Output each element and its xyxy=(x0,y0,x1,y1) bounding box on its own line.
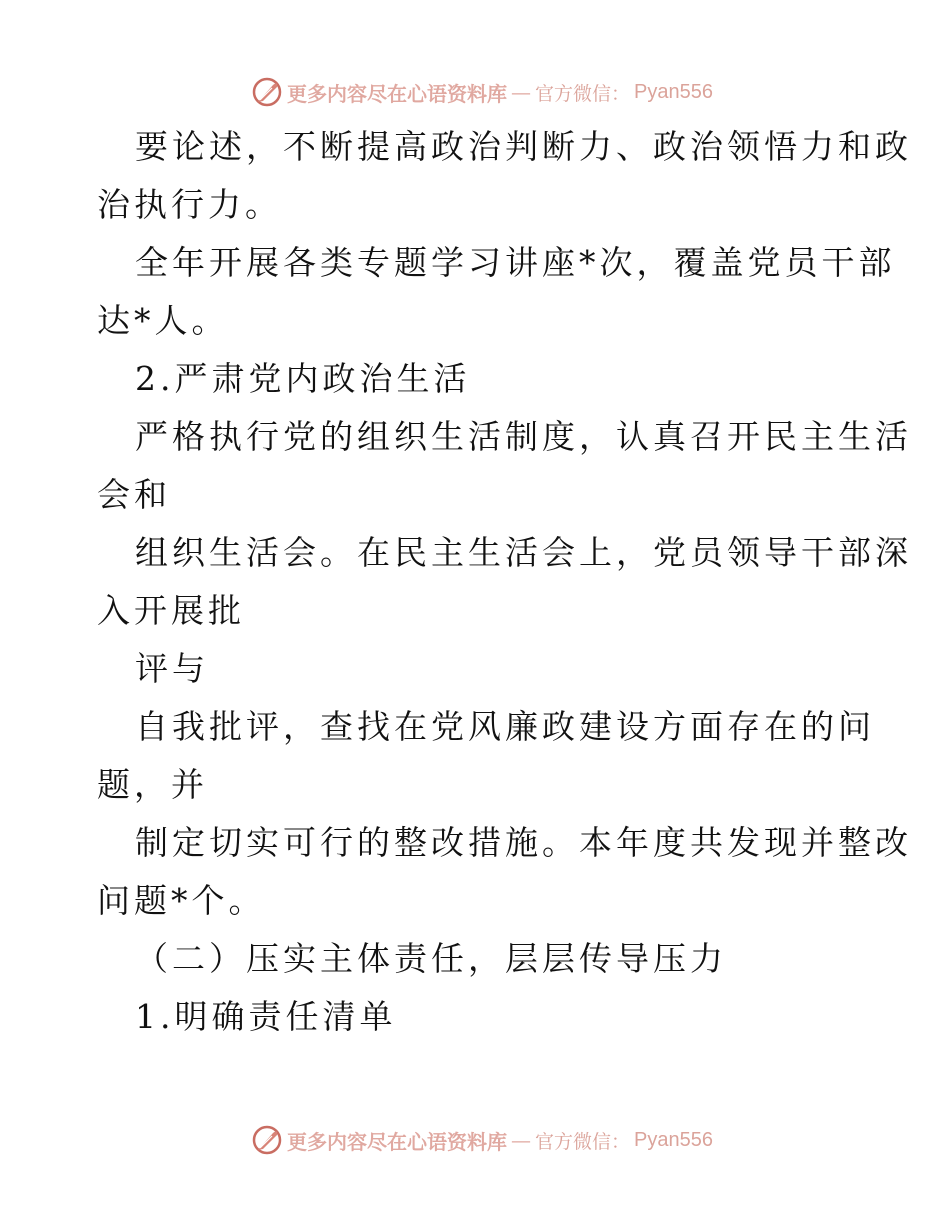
paragraph-line: 评与 xyxy=(135,649,209,688)
watermark-text: 更多内容尽在心语资料库 xyxy=(287,81,507,106)
paragraph-line: 会和 xyxy=(97,475,171,514)
paragraph-line: 治执行力。 xyxy=(97,185,282,224)
paragraph-line: 要论述，不断提高政治判断力、政治领悟力和政 xyxy=(135,127,912,166)
paragraph-line: 入开展批 xyxy=(97,591,245,630)
watermark-wechat-id: Pyan556 xyxy=(634,1128,713,1151)
watermark-text: 更多内容尽在心语资料库 xyxy=(287,1129,507,1154)
paragraph-line: 问题*个。 xyxy=(97,881,266,920)
paragraph-line: 题，并 xyxy=(97,765,208,804)
watermark-group xyxy=(251,76,713,108)
paragraph-line: 制定切实可行的整改措施。本年度共发现并整改 xyxy=(135,823,912,862)
document-body xyxy=(97,118,912,1046)
watermark-official-label: 官方微信： xyxy=(535,82,631,105)
paragraph-line: 自我批评，查找在党风廉政建设方面存在的问 xyxy=(135,707,875,746)
paragraph-line: 组织生活会。在民主生活会上，党员领导干部深 xyxy=(135,533,912,572)
feather-pen-logo-icon xyxy=(251,1124,283,1156)
paragraph-line: 全年开展各类专题学习讲座*次，覆盖党员干部 xyxy=(135,243,896,282)
paragraph-line: 严格执行党的组织生活制度，认真召开民主生活 xyxy=(135,417,912,456)
section-heading: （二）压实主体责任，层层传导压力 xyxy=(135,939,727,978)
section-heading: 2.严肃党内政治生活 xyxy=(135,359,471,398)
watermark-group xyxy=(251,1124,713,1156)
section-heading: 1.明确责任清单 xyxy=(135,997,397,1036)
watermark-official-label: 官方微信： xyxy=(535,1130,631,1153)
watermark-separator: — xyxy=(511,80,531,104)
feather-pen-logo-icon xyxy=(251,76,283,108)
watermark-separator: — xyxy=(511,1128,531,1152)
footer-watermark xyxy=(0,1120,950,1160)
paragraph-line: 达*人。 xyxy=(97,301,229,340)
header-watermark xyxy=(0,72,950,112)
watermark-wechat-id: Pyan556 xyxy=(634,80,713,103)
